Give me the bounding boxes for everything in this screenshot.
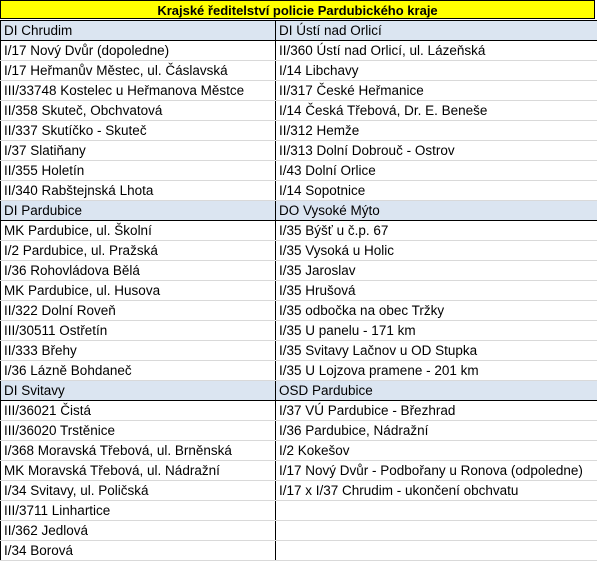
table-row: [1, 521, 597, 541]
table-row: [1, 301, 597, 321]
location-cell[interactable]: MK Moravská Třebová, ul. Nádražní: [1, 461, 276, 481]
location-cell[interactable]: I/37 VÚ Pardubice - Březhrad: [276, 401, 597, 421]
table-row: [1, 61, 597, 81]
section-header-cell[interactable]: DI Chrudim: [1, 21, 276, 41]
table-body: [1, 21, 597, 561]
location-cell[interactable]: I/35 Jaroslav: [276, 261, 597, 281]
location-cell[interactable]: I/35 odbočka na obec Tržky: [276, 301, 597, 321]
location-cell[interactable]: II/337 Skutíčko - Skuteč: [1, 121, 276, 141]
location-cell[interactable]: II/362 Jedlová: [1, 521, 276, 541]
table-row: [1, 21, 597, 41]
table-row: [1, 361, 597, 381]
table-row: [1, 81, 597, 101]
location-cell[interactable]: I/17 x I/37 Chrudim - ukončení obchvatu: [276, 481, 597, 501]
table-row: [1, 181, 597, 201]
location-cell[interactable]: I/14 Libchavy: [276, 61, 597, 81]
location-cell[interactable]: I/36 Rohovládova Bělá: [1, 261, 276, 281]
location-cell[interactable]: II/333 Břehy: [1, 341, 276, 361]
location-cell[interactable]: III/33748 Kostelec u Heřmanova Městce: [1, 81, 276, 101]
stations-table: [0, 20, 597, 561]
table-row: [1, 541, 597, 561]
location-cell[interactable]: III/36021 Čistá: [1, 401, 276, 421]
table-row: [1, 381, 597, 401]
location-cell[interactable]: I/36 Lázně Bohdaneč: [1, 361, 276, 381]
section-header-cell[interactable]: DO Vysoké Mýto: [276, 201, 597, 221]
table-row: [1, 281, 597, 301]
location-cell[interactable]: II/312 Hemže: [276, 121, 597, 141]
location-cell[interactable]: III/30511 Ostřetín: [1, 321, 276, 341]
table-row: [1, 441, 597, 461]
location-cell[interactable]: I/35 U panelu - 171 km: [276, 321, 597, 341]
table-row: [1, 241, 597, 261]
table-row: [1, 401, 597, 421]
location-cell[interactable]: I/35 U Lojzova pramene - 201 km: [276, 361, 597, 381]
table-row: [1, 221, 597, 241]
table-row: [1, 201, 597, 221]
location-cell[interactable]: I/35 Vysoká u Holic: [276, 241, 597, 261]
location-cell[interactable]: II/317 České Heřmanice: [276, 81, 597, 101]
location-cell[interactable]: II/340 Rabštejnská Lhota: [1, 181, 276, 201]
table-row: [1, 101, 597, 121]
section-header-cell[interactable]: OSD Pardubice: [276, 381, 597, 401]
sheet-title[interactable]: Krajské ředitelství policie Pardubického kraje: [0, 0, 595, 19]
location-cell[interactable]: I/17 Heřmanův Městec, ul. Čáslavská: [1, 61, 276, 81]
table-row: [1, 261, 597, 281]
location-cell[interactable]: I/37 Slatiňany: [1, 141, 276, 161]
location-cell[interactable]: II/358 Skuteč, Obchvatová: [1, 101, 276, 121]
table-row: [1, 121, 597, 141]
location-cell[interactable]: MK Pardubice, ul. Husova: [1, 281, 276, 301]
location-cell[interactable]: I/35 Hrušová: [276, 281, 597, 301]
location-cell[interactable]: I/36 Pardubice, Nádražní: [276, 421, 597, 441]
location-cell[interactable]: I/17 Nový Dvůr - Podbořany u Ronova (odpoledne): [276, 461, 597, 481]
table-row: [1, 481, 597, 501]
location-cell[interactable]: I/14 Česká Třebová, Dr. E. Beneše: [276, 101, 597, 121]
location-cell[interactable]: I/17 Nový Dvůr (dopoledne): [1, 41, 276, 61]
empty-cell[interactable]: [276, 541, 597, 561]
location-cell[interactable]: I/35 Býšť u č.p. 67: [276, 221, 597, 241]
location-cell[interactable]: I/43 Dolní Orlice: [276, 161, 597, 181]
location-cell[interactable]: III/36020 Trstěnice: [1, 421, 276, 441]
location-cell[interactable]: I/34 Borová: [1, 541, 276, 561]
section-header-cell[interactable]: DI Ústí nad Orlicí: [276, 21, 597, 41]
empty-cell[interactable]: [276, 501, 597, 521]
empty-cell[interactable]: [276, 521, 597, 541]
section-header-cell[interactable]: DI Pardubice: [1, 201, 276, 221]
table-row: [1, 141, 597, 161]
table-row: [1, 461, 597, 481]
location-cell[interactable]: I/2 Kokešov: [276, 441, 597, 461]
location-cell[interactable]: II/355 Holetín: [1, 161, 276, 181]
table-row: [1, 501, 597, 521]
table-row: [1, 341, 597, 361]
location-cell[interactable]: II/322 Dolní Roveň: [1, 301, 276, 321]
location-cell[interactable]: I/34 Svitavy, ul. Poličská: [1, 481, 276, 501]
table-row: [1, 321, 597, 341]
location-cell[interactable]: II/313 Dolní Dobrouč - Ostrov: [276, 141, 597, 161]
location-cell[interactable]: I/368 Moravská Třebová, ul. Brněnská: [1, 441, 276, 461]
section-header-cell[interactable]: DI Svitavy: [1, 381, 276, 401]
table-row: [1, 41, 597, 61]
location-cell[interactable]: I/2 Pardubice, ul. Pražská: [1, 241, 276, 261]
location-cell[interactable]: I/35 Svitavy Lačnov u OD Stupka: [276, 341, 597, 361]
table-row: [1, 161, 597, 181]
table-row: [1, 421, 597, 441]
location-cell[interactable]: I/14 Sopotnice: [276, 181, 597, 201]
location-cell[interactable]: III/3711 Linhartice: [1, 501, 276, 521]
location-cell[interactable]: II/360 Ústí nad Orlicí, ul. Lázeňská: [276, 41, 597, 61]
location-cell[interactable]: MK Pardubice, ul. Školní: [1, 221, 276, 241]
